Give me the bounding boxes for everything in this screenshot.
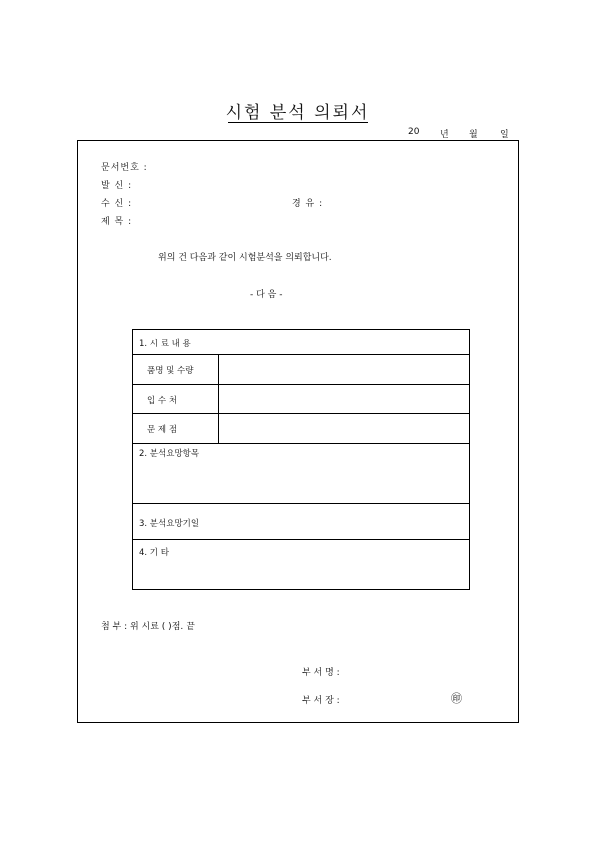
date-month-unit: 월 xyxy=(469,130,478,140)
dept-name-label: 부 서 명 : xyxy=(302,668,340,678)
table-column-divider xyxy=(218,354,219,443)
table-divider xyxy=(133,443,469,444)
table-divider xyxy=(133,503,469,504)
seal-mark: ㊞ xyxy=(451,692,462,705)
request-table xyxy=(132,329,470,590)
table-divider xyxy=(133,539,469,540)
section-analysis-items: 2. 분석요망항목 xyxy=(139,449,200,459)
section-other: 4. 기 타 xyxy=(139,548,169,558)
row-source-label: 입 수 처 xyxy=(147,396,178,406)
table-divider xyxy=(133,413,469,414)
request-text: 위의 건 다음과 같이 시험분석을 의뢰합니다. xyxy=(158,253,332,263)
date-year: 20 xyxy=(408,127,420,137)
date-day-unit: 일 xyxy=(500,130,509,140)
row-item-quantity-label: 품명 및 수량 xyxy=(147,366,194,376)
recipient-label: 수 신 : xyxy=(101,199,133,209)
dept-head-label: 부 서 장 : xyxy=(302,696,340,706)
section-sample-contents: 1. 시 료 내 용 xyxy=(139,339,191,349)
title-underline xyxy=(228,122,368,123)
table-divider xyxy=(133,354,469,355)
document-title: 시험 분석 의뢰서 xyxy=(225,103,370,123)
section-heading: - 다 음 - xyxy=(250,290,283,300)
section-analysis-due-date: 3. 분석요망기일 xyxy=(139,519,200,529)
attachment-line: 첨 부 : 위 시료 ( )점. 끝 xyxy=(101,622,195,632)
via-label: 경 유 : xyxy=(292,199,324,209)
sender-label: 발 신 : xyxy=(101,181,133,191)
table-divider xyxy=(133,384,469,385)
row-problem-label: 문 제 점 xyxy=(147,425,178,435)
doc-number-label: 문서번호 : xyxy=(101,163,148,173)
subject-label: 제 목 : xyxy=(101,217,133,227)
date-year-unit: 년 xyxy=(440,130,449,140)
